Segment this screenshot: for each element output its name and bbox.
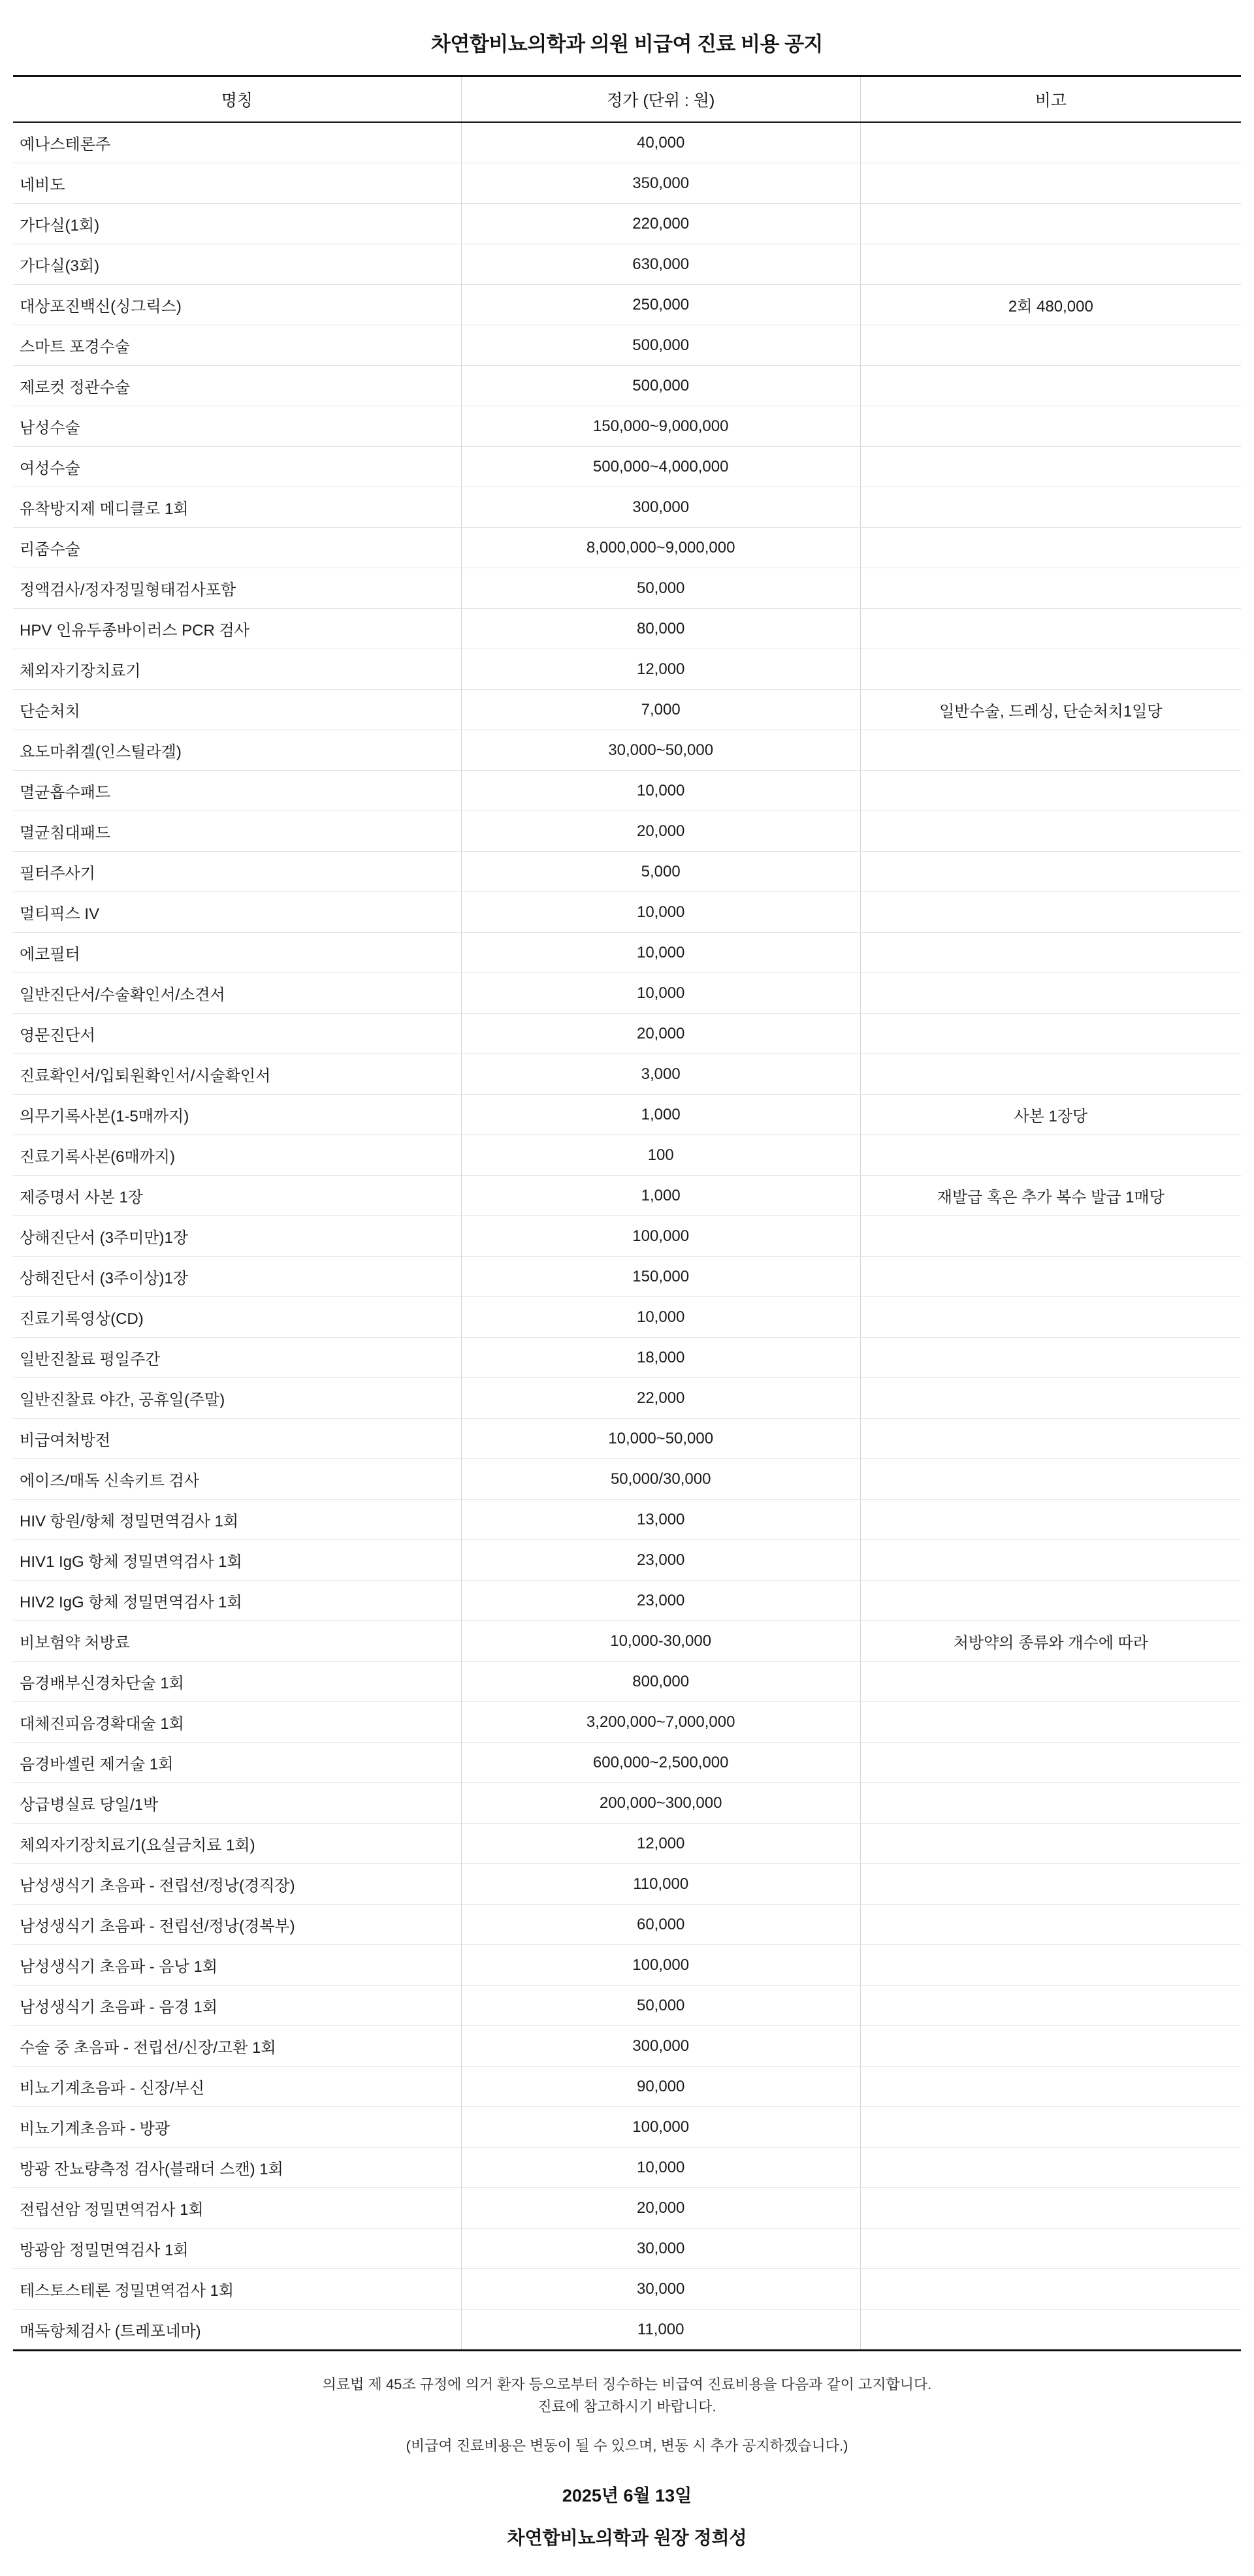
cell-item-name: 남성생식기 초음파 - 음낭 1회 (13, 1945, 461, 1986)
table-header (13, 76, 1241, 123)
table-row (13, 973, 1241, 1014)
cell-item-note (860, 244, 1241, 285)
cell-item-name: 대체진피음경확대술 1회 (13, 1702, 461, 1743)
legal-notice-line-2: 진료에 참고하시기 바랍니다. (538, 2398, 716, 2415)
cell-item-price: 90,000 (461, 2067, 860, 2107)
legal-notice (13, 2351, 1241, 2418)
cell-item-name: 대상포진백신(싱그릭스) (13, 285, 461, 325)
cell-item-name: 상해진단서 (3주미만)1장 (13, 1216, 461, 1257)
cell-item-price: 220,000 (461, 204, 860, 244)
table-row (13, 1297, 1241, 1338)
table-body (13, 122, 1241, 2351)
cell-item-name: 단순처치 (13, 690, 461, 730)
cell-item-name: 비뇨기계초음파 - 신장/부신 (13, 2067, 461, 2107)
cell-item-note (860, 2229, 1241, 2269)
cell-item-note (860, 1459, 1241, 1500)
cell-item-price: 30,000~50,000 (461, 730, 860, 771)
cell-item-name: 유착방지제 메디클로 1회 (13, 487, 461, 528)
cell-item-price: 250,000 (461, 285, 860, 325)
cell-item-name: HIV2 IgG 항체 정밀면역검사 1회 (13, 1581, 461, 1621)
table-row (13, 568, 1241, 609)
table-row (13, 406, 1241, 447)
table-row (13, 366, 1241, 406)
table-row (13, 244, 1241, 285)
cell-item-note (860, 1257, 1241, 1297)
cell-item-note (860, 1338, 1241, 1378)
cell-item-price: 100 (461, 1135, 860, 1176)
cell-item-name: 정액검사/정자정밀형태검사포함 (13, 568, 461, 609)
table-row (13, 1135, 1241, 1176)
cell-item-note (860, 1014, 1241, 1054)
cell-item-price: 80,000 (461, 609, 860, 649)
cell-item-price: 500,000~4,000,000 (461, 447, 860, 487)
cell-item-note (860, 2107, 1241, 2148)
cell-item-note (860, 973, 1241, 1014)
cell-item-note (860, 933, 1241, 973)
cell-item-price: 1,000 (461, 1095, 860, 1135)
cell-item-price: 30,000 (461, 2229, 860, 2269)
cell-item-name: 수술 중 초음파 - 전립선/신장/고환 1회 (13, 2026, 461, 2067)
cell-item-price: 20,000 (461, 1014, 860, 1054)
cell-item-name: 멀티픽스 IV (13, 892, 461, 933)
table-row (13, 1743, 1241, 1783)
cell-item-name: 가다실(3회) (13, 244, 461, 285)
cell-item-price: 40,000 (461, 122, 860, 163)
cell-item-price: 50,000 (461, 568, 860, 609)
cell-item-name: 일반진찰료 평일주간 (13, 1338, 461, 1378)
cell-item-price: 10,000 (461, 892, 860, 933)
cell-item-note (860, 1297, 1241, 1338)
cell-item-price: 30,000 (461, 2269, 860, 2310)
cell-item-price: 10,000~50,000 (461, 1419, 860, 1459)
table-row (13, 1419, 1241, 1459)
cell-item-price: 110,000 (461, 1864, 860, 1905)
cell-item-note (860, 406, 1241, 447)
cell-item-note (860, 1540, 1241, 1581)
cell-item-price: 23,000 (461, 1540, 860, 1581)
table-row (13, 690, 1241, 730)
cell-item-price: 800,000 (461, 1662, 860, 1702)
non-covered-price-table (13, 75, 1241, 2351)
table-row (13, 933, 1241, 973)
table-row (13, 122, 1241, 163)
cell-item-note (860, 366, 1241, 406)
notice-date: 2025년 6월 13일 (562, 2486, 692, 2506)
cell-item-price: 150,000 (461, 1257, 860, 1297)
table-row (13, 447, 1241, 487)
table-row (13, 1459, 1241, 1500)
cell-item-name: 방광 잔뇨량측정 검사(블래더 스캔) 1회 (13, 2148, 461, 2188)
table-row (13, 649, 1241, 690)
cell-item-note (860, 1905, 1241, 1945)
cell-item-name: 상해진단서 (3주이상)1장 (13, 1257, 461, 1297)
cell-item-name: 진료기록영상(CD) (13, 1297, 461, 1338)
cell-item-note: 2회 480,000 (860, 285, 1241, 325)
cell-item-name: 상급병실료 당일/1박 (13, 1783, 461, 1824)
table-row (13, 1257, 1241, 1297)
cell-item-name: 에이즈/매독 신속키트 검사 (13, 1459, 461, 1500)
cell-item-note (860, 1743, 1241, 1783)
table-row (13, 730, 1241, 771)
cell-item-name: 남성수술 (13, 406, 461, 447)
table-row (13, 852, 1241, 892)
cell-item-note (860, 649, 1241, 690)
cell-item-note (860, 447, 1241, 487)
table-row (13, 1986, 1241, 2026)
cell-item-note (860, 1945, 1241, 1986)
cell-item-name: 비급여처방전 (13, 1419, 461, 1459)
cell-item-price: 500,000 (461, 325, 860, 366)
cell-item-name: 일반진찰료 야간, 공휴일(주말) (13, 1378, 461, 1419)
table-row (13, 1338, 1241, 1378)
cell-item-note (860, 1216, 1241, 1257)
table-row (13, 2188, 1241, 2229)
cell-item-note (860, 811, 1241, 852)
cell-item-price: 50,000 (461, 1986, 860, 2026)
cell-item-name: 여성수술 (13, 447, 461, 487)
cell-item-note: 처방약의 종류와 개수에 따라 (860, 1621, 1241, 1662)
cell-item-name: 비뇨기계초음파 - 방광 (13, 2107, 461, 2148)
table-row (13, 609, 1241, 649)
table-row (13, 1824, 1241, 1864)
cell-item-note (860, 892, 1241, 933)
table-row (13, 1378, 1241, 1419)
cell-item-price: 60,000 (461, 1905, 860, 1945)
cell-item-note (860, 1135, 1241, 1176)
cell-item-price: 12,000 (461, 1824, 860, 1864)
cell-item-note (860, 1378, 1241, 1419)
table-row (13, 1176, 1241, 1216)
table-row (13, 771, 1241, 811)
cell-item-name: 제증명서 사본 1장 (13, 1176, 461, 1216)
cell-item-name: 의무기록사본(1-5매까지) (13, 1095, 461, 1135)
cell-item-name: 음경바셀린 제거술 1회 (13, 1743, 461, 1783)
cell-item-price: 3,000 (461, 1054, 860, 1095)
column-header-price: 정가 (단위 : 원) (461, 76, 860, 123)
cell-item-price: 300,000 (461, 2026, 860, 2067)
cell-item-name: 남성생식기 초음파 - 전립선/정낭(경복부) (13, 1905, 461, 1945)
cell-item-price: 3,200,000~7,000,000 (461, 1702, 860, 1743)
cell-item-note (860, 528, 1241, 568)
cell-item-note (860, 1702, 1241, 1743)
cell-item-name: 스마트 포경수술 (13, 325, 461, 366)
cell-item-note (860, 1419, 1241, 1459)
cell-item-name: 테스토스테론 정밀면역검사 1회 (13, 2269, 461, 2310)
cell-item-price: 100,000 (461, 1216, 860, 1257)
table-row (13, 1783, 1241, 1824)
cell-item-note: 일반수술, 드레싱, 단순처치1일당 (860, 690, 1241, 730)
legal-notice-line-1: 의료법 제 45조 규정에 의거 환자 등으로부터 징수하는 비급여 진료비용을 다음과 같이 고지합니다. (322, 2376, 932, 2392)
cell-item-price: 10,000-30,000 (461, 1621, 860, 1662)
cell-item-price: 20,000 (461, 2188, 860, 2229)
table-row (13, 2107, 1241, 2148)
cell-item-name: 멸균침대패드 (13, 811, 461, 852)
cell-item-note (860, 2026, 1241, 2067)
cell-item-price: 18,000 (461, 1338, 860, 1378)
cell-item-price: 22,000 (461, 1378, 860, 1419)
table-row (13, 487, 1241, 528)
table-row (13, 1540, 1241, 1581)
table-row (13, 811, 1241, 852)
cell-item-name: 멸균흡수패드 (13, 771, 461, 811)
change-notice: (비급여 진료비용은 변동이 될 수 있으며, 변동 시 추가 공지하겠습니다.) (406, 2438, 848, 2455)
cell-item-name: HPV 인유두종바이러스 PCR 검사 (13, 609, 461, 649)
table-row (13, 1945, 1241, 1986)
cell-item-note: 재발급 혹은 추가 복수 발급 1매당 (860, 1176, 1241, 1216)
cell-item-note: 사본 1장당 (860, 1095, 1241, 1135)
cell-item-note (860, 1500, 1241, 1540)
cell-item-note (860, 2067, 1241, 2107)
table-header-row (13, 76, 1241, 123)
column-header-note: 비고 (860, 76, 1241, 123)
cell-item-note (860, 2188, 1241, 2229)
cell-item-name: 예나스테론주 (13, 122, 461, 163)
cell-item-note (860, 1581, 1241, 1621)
cell-item-price: 12,000 (461, 649, 860, 690)
cell-item-note (860, 1864, 1241, 1905)
column-header-name: 명칭 (13, 76, 461, 123)
table-row (13, 2148, 1241, 2188)
cell-item-name: HIV 항원/항체 정밀면역검사 1회 (13, 1500, 461, 1540)
table-row (13, 2026, 1241, 2067)
cell-item-name: 제로컷 정관수술 (13, 366, 461, 406)
table-row (13, 1905, 1241, 1945)
cell-item-name: 진료기록사본(6매까지) (13, 1135, 461, 1176)
cell-item-note (860, 1662, 1241, 1702)
cell-item-name: 매독항체검사 (트레포네마) (13, 2310, 461, 2351)
cell-item-price: 1,000 (461, 1176, 860, 1216)
table-row (13, 892, 1241, 933)
cell-item-price: 150,000~9,000,000 (461, 406, 860, 447)
cell-item-price: 8,000,000~9,000,000 (461, 528, 860, 568)
cell-item-name: HIV1 IgG 항체 정밀면역검사 1회 (13, 1540, 461, 1581)
cell-item-name: 전립선암 정밀면역검사 1회 (13, 2188, 461, 2229)
cell-item-price: 350,000 (461, 163, 860, 204)
cell-item-name: 필터주사기 (13, 852, 461, 892)
table-row (13, 2310, 1241, 2351)
cell-item-price: 10,000 (461, 1297, 860, 1338)
cell-item-note (860, 487, 1241, 528)
cell-item-name: 방광암 정밀면역검사 1회 (13, 2229, 461, 2269)
table-row (13, 285, 1241, 325)
cell-item-note (860, 2269, 1241, 2310)
signature-line: 차연합비뇨의학과 원장 정희성 (507, 2528, 747, 2549)
cell-item-note (860, 1054, 1241, 1095)
cell-item-price: 20,000 (461, 811, 860, 852)
cell-item-name: 가다실(1회) (13, 204, 461, 244)
table-row (13, 1054, 1241, 1095)
cell-item-price: 200,000~300,000 (461, 1783, 860, 1824)
table-row (13, 2229, 1241, 2269)
cell-item-name: 네비도 (13, 163, 461, 204)
cell-item-note (860, 568, 1241, 609)
cell-item-name: 진료확인서/입퇴원확인서/시술확인서 (13, 1054, 461, 1095)
table-row (13, 204, 1241, 244)
table-row (13, 1095, 1241, 1135)
cell-item-price: 600,000~2,500,000 (461, 1743, 860, 1783)
cell-item-name: 에코필터 (13, 933, 461, 973)
cell-item-note (860, 2310, 1241, 2351)
cell-item-price: 10,000 (461, 973, 860, 1014)
cell-item-note (860, 325, 1241, 366)
page-title: 차연합비뇨의학과 의원 비급여 진료 비용 공지 (430, 33, 824, 56)
cell-item-note (860, 163, 1241, 204)
table-row (13, 1621, 1241, 1662)
cell-item-note (860, 204, 1241, 244)
cell-item-name: 남성생식기 초음파 - 음경 1회 (13, 1986, 461, 2026)
cell-item-price: 11,000 (461, 2310, 860, 2351)
table-row (13, 1014, 1241, 1054)
table-row (13, 1662, 1241, 1702)
table-row (13, 1216, 1241, 1257)
cell-item-note (860, 852, 1241, 892)
cell-item-note (860, 122, 1241, 163)
table-row (13, 2269, 1241, 2310)
cell-item-note (860, 1986, 1241, 2026)
cell-item-price: 300,000 (461, 487, 860, 528)
cell-item-price: 10,000 (461, 2148, 860, 2188)
cell-item-name: 리줌수술 (13, 528, 461, 568)
cell-item-price: 10,000 (461, 771, 860, 811)
cell-item-price: 5,000 (461, 852, 860, 892)
cell-item-price: 100,000 (461, 2107, 860, 2148)
cell-item-name: 음경배부신경차단술 1회 (13, 1662, 461, 1702)
cell-item-name: 요도마취겔(인스틸라겔) (13, 730, 461, 771)
cell-item-name: 비보험약 처방료 (13, 1621, 461, 1662)
cell-item-note (860, 1824, 1241, 1864)
table-row (13, 1581, 1241, 1621)
table-row (13, 163, 1241, 204)
cell-item-price: 100,000 (461, 1945, 860, 1986)
table-row (13, 1702, 1241, 1743)
cell-item-note (860, 2148, 1241, 2188)
table-row (13, 2067, 1241, 2107)
table-row (13, 1500, 1241, 1540)
cell-item-price: 10,000 (461, 933, 860, 973)
cell-item-name: 체외자기장치료기(요실금치료 1회) (13, 1824, 461, 1864)
cell-item-price: 23,000 (461, 1581, 860, 1621)
cell-item-note (860, 1783, 1241, 1824)
table-row (13, 325, 1241, 366)
cell-item-name: 체외자기장치료기 (13, 649, 461, 690)
table-row (13, 1864, 1241, 1905)
cell-item-price: 50,000/30,000 (461, 1459, 860, 1500)
cell-item-price: 500,000 (461, 366, 860, 406)
table-row (13, 528, 1241, 568)
cell-item-note (860, 730, 1241, 771)
cell-item-note (860, 609, 1241, 649)
cell-item-price: 630,000 (461, 244, 860, 285)
cell-item-price: 7,000 (461, 690, 860, 730)
cell-item-note (860, 771, 1241, 811)
cell-item-name: 영문진단서 (13, 1014, 461, 1054)
cell-item-price: 13,000 (461, 1500, 860, 1540)
cell-item-name: 남성생식기 초음파 - 전립선/정낭(경직장) (13, 1864, 461, 1905)
cell-item-name: 일반진단서/수술확인서/소견서 (13, 973, 461, 1014)
